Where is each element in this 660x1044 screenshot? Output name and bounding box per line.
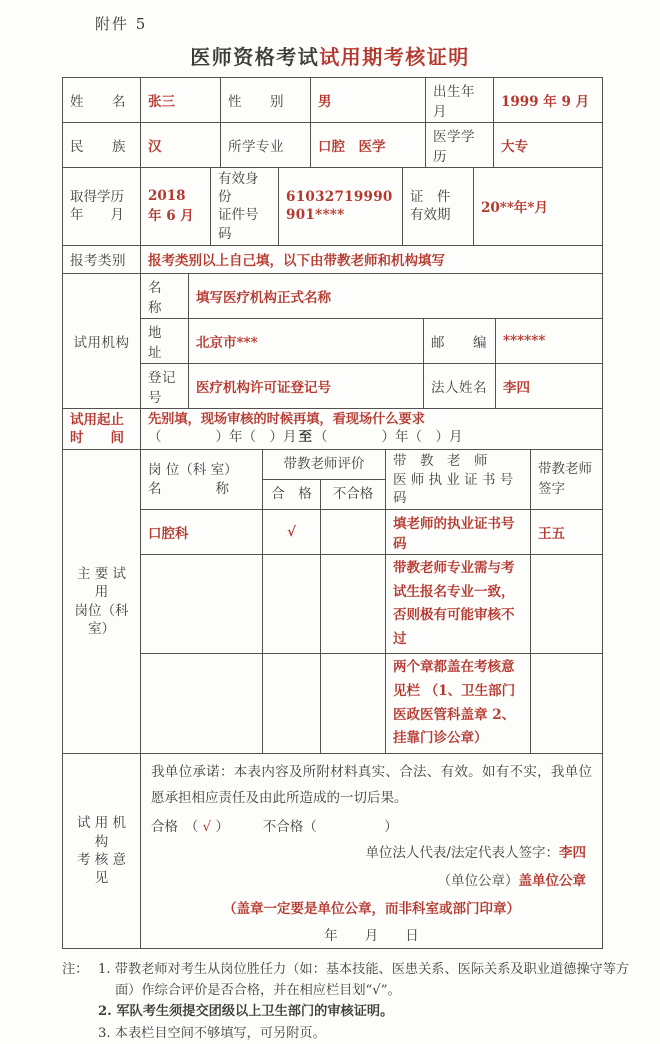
table-row (63, 408, 603, 449)
gender-value: 男 (311, 78, 426, 123)
posts-section-label: 主 要 试 用 岗位（科室） (63, 450, 141, 754)
column-header-dept: 岗 位（科 室） 名 称 (141, 450, 263, 510)
footnote-3: 3. 本表栏目空间不够填写，可另附页。 (98, 1025, 326, 1041)
ethnic-value: 汉 (141, 123, 221, 168)
period-table (62, 408, 603, 450)
opinion-section-label: 试 用 机 构 考 核 意 见 (63, 753, 141, 948)
seal-instruction: 盖单位公章 (518, 872, 586, 889)
posts-table (62, 449, 603, 754)
legal-representative-signature: 李四 (559, 844, 586, 861)
id-validity-label: 证 件 有效期 (403, 168, 474, 246)
column-header-teacher-signature: 带教老师签字 (531, 450, 603, 510)
post-teacher-signature: 王五 (531, 509, 603, 554)
empty-cell (531, 654, 603, 754)
org-legal-value: 李四 (496, 363, 603, 408)
category-table (62, 245, 603, 274)
opinion-table (62, 753, 603, 949)
org-registration-value: 医疗机构许可证登记号 (189, 363, 424, 408)
table-row (63, 168, 603, 246)
stamp-location-note: 两个章都盖在考核意见栏 （1、卫生部门医政医管科盖章 2、挂靠门诊公章） (386, 654, 531, 754)
id-number-value: 61032719990901**** (279, 168, 403, 246)
attachment-number: 附件 5 (95, 15, 148, 33)
period-blank-line: （ ）年（ ）月 至 （ ）年（ ）月 (148, 429, 463, 446)
major-label: 所学专业 (221, 123, 311, 168)
period-to-label: 至 (298, 429, 312, 446)
column-header-cert-number: 带 教 老 师 医 师 执 业 证 书 号 码 (386, 450, 531, 510)
empty-cell (263, 654, 321, 754)
footnote-2: 2. 军队考生须提交团级以上卫生部门的审核证明。 (98, 1004, 394, 1020)
post-dept-value: 口腔科 (141, 509, 263, 554)
column-header-evaluation: 带教老师评价 (263, 450, 386, 480)
title-red-part: 试用期考核证明 (319, 45, 470, 69)
org-address-label: 地 址 (141, 318, 189, 363)
id-number-label: 有效身份 证件号码 (211, 168, 279, 246)
column-header-fail: 不合格 (321, 480, 386, 510)
empty-cell (141, 554, 263, 654)
grad-date-label: 取得学历 年 月 (63, 168, 141, 246)
name-value: 张三 (141, 78, 221, 123)
table-row (63, 450, 603, 480)
org-registration-label: 登记号 (141, 363, 189, 408)
empty-cell (263, 554, 321, 654)
gender-label: 性 别 (221, 78, 311, 123)
empty-cell (531, 554, 603, 654)
table-row (63, 753, 603, 948)
org-name-value: 填写医疗机构正式名称 (189, 273, 603, 318)
footnotes (62, 959, 637, 1044)
opinion-seal-line: （单位公章）盖单位公章 (437, 872, 586, 889)
grad-date-value: 2018 年 6 月 (141, 168, 211, 246)
table-row (63, 273, 603, 318)
table-row (63, 363, 603, 408)
category-note: 报考类别以上自己填，以下由带教老师和机构填写 (141, 245, 603, 273)
table-row (63, 78, 603, 123)
post-pass-checkmark: √ (263, 509, 321, 554)
empty-cell (141, 654, 263, 754)
opinion-promise-text: 我单位承诺：本表内容及所附材料真实、合法、有效。如有不实，我单位愿承担相应责任及由此所造成的一切后果。 (151, 763, 592, 807)
footnotes-list (98, 959, 637, 1044)
id-validity-value: 20**年*月 (474, 168, 603, 246)
name-label: 姓 名 (63, 78, 141, 123)
table-row (63, 654, 603, 754)
organization-table (62, 273, 603, 409)
period-section-label: 试用起止 时 间 (63, 408, 141, 449)
seal-warning-note: （盖章一定要是单位公章，而非科室或部门印章） (223, 900, 520, 917)
opinion-pass-checkmark: √ (202, 818, 212, 835)
period-fill-note: 先别填，现场审核的时候再填，看现场什么要求 (148, 412, 425, 428)
page-title (0, 41, 660, 70)
period-content (141, 408, 603, 449)
footnote-1: 1. 带教老师对考生从岗位胜任力（如：基本技能、医患关系、医际关系及职业道德操守等方面）作综合评价是否合格，并在相应栏目划“√”。 (98, 961, 630, 998)
birth-value: 1999 年 9 月 (494, 78, 603, 123)
major-value: 口腔 医学 (311, 123, 426, 168)
table-row (63, 509, 603, 554)
opinion-pass-line: 合格 （ √ ） 不合格（ ） (151, 818, 398, 835)
title-black-part: 医师资格考试 (190, 45, 320, 69)
basic-info-table (62, 77, 603, 168)
column-header-pass: 合 格 (263, 480, 321, 510)
org-zip-value: ****** (496, 318, 603, 363)
degree-value: 大专 (494, 123, 603, 168)
opinion-content (141, 753, 603, 948)
org-legal-label: 法人姓名 (424, 363, 496, 408)
opinion-signature-line: 单位法人代表/法定代表人签字：李四 (365, 844, 586, 861)
table-row (63, 123, 603, 168)
org-name-label: 名 称 (141, 273, 189, 318)
id-info-table (62, 167, 603, 246)
empty-cell (321, 654, 386, 754)
organization-section-label: 试用机构 (63, 273, 141, 408)
org-zip-label: 邮 编 (424, 318, 496, 363)
table-row (63, 318, 603, 363)
empty-cell (321, 554, 386, 654)
category-label: 报考类别 (63, 245, 141, 273)
degree-label: 医学学历 (426, 123, 494, 168)
org-address-value: 北京市*** (189, 318, 424, 363)
post-cert-value: 填老师的执业证书号码 (386, 509, 531, 554)
table-row (63, 554, 603, 654)
teacher-major-note: 带教老师专业需与考试生报名专业一致，否则极有可能审核不过 (386, 554, 531, 654)
opinion-date-line: 年 月 日 (324, 927, 419, 944)
post-fail-cell (321, 509, 386, 554)
ethnic-label: 民 族 (63, 123, 141, 168)
opinion-fail-blank: 不合格（ ） (222, 818, 398, 835)
table-row (63, 245, 603, 273)
footnotes-prefix: 注： (62, 961, 89, 977)
birth-label: 出生年月 (426, 78, 494, 123)
